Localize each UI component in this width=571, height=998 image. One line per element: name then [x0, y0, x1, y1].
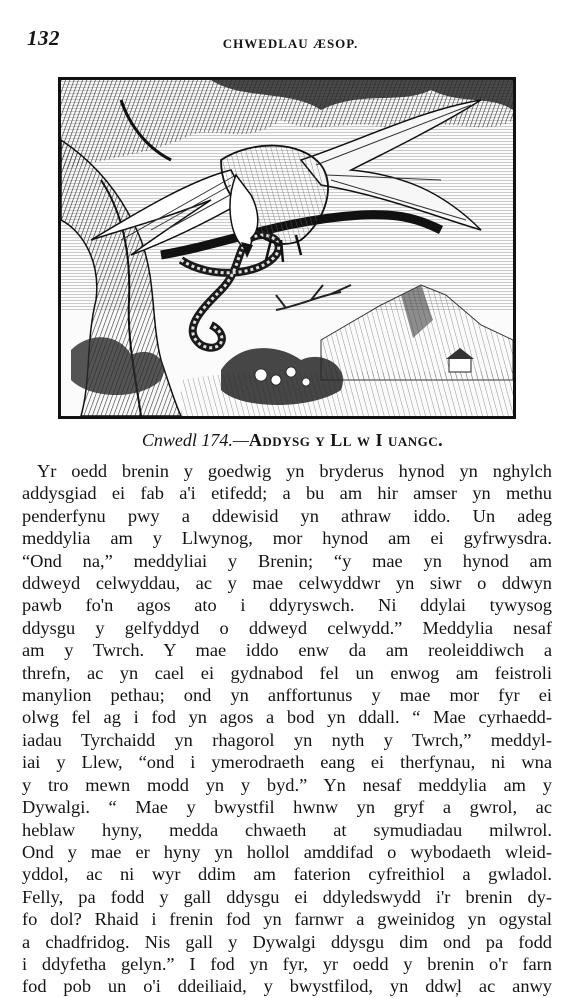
text-line: manylion pethau; ond yn anffortunus y mae mor fyr ei: [22, 685, 552, 706]
text-line: penderfynu pwy a ddewisid yn athraw iddo. Un adeg: [22, 505, 552, 526]
text-line: Yr oedd brenin y goedwig yn bryderus hynod yn nghylch: [37, 461, 552, 481]
fable-body: [22, 460, 552, 998]
page-number: 132: [27, 26, 60, 50]
illustration-caption: [0, 430, 571, 451]
text-line: y tro mewn modd yn y byd.” Yn nesaf meddylia am y: [22, 774, 552, 795]
fable-number: Cnwedl 174.—: [141, 430, 249, 450]
text-line: “Ond na,” meddyliai y Brenin; “y mae yn hynod am: [22, 550, 552, 571]
engraving-eagle-serpent-landscape-icon: [61, 80, 513, 416]
text-line: iadau Tyrchaidd yn rhagorol yn nyth y Twrch,” meddyl-: [22, 729, 552, 750]
text-line: meddylia am y Llwynog, mor hynod am ei gyfrwysdra.: [22, 528, 552, 549]
text-line: am y Twrch. Y mae iddo enw da am reoleiddiwch a: [22, 640, 552, 661]
text-line: ddweyd celwyddau, ac y mae celwyddwr yn siwr o ddwyn: [22, 573, 552, 594]
text-line: heblaw hyny, medda chwaeth at symudiadau milwrol.: [22, 819, 552, 840]
illustration-engraving: [58, 77, 516, 419]
text-line: addysgiad ei fab a'i etifedd; a bu am hir amser yn methu: [22, 483, 552, 504]
text-line: i ddyfetha gelyn.” I fod yn fyr, yr oedd y brenin o'r farn: [22, 953, 552, 974]
text-line: Dywalgi. “ Mae y bwystfil hwnw yn gryf a gwrol, ac: [22, 797, 552, 818]
text-line: Ond y mae er hyny yn hollol amddifad o wybodaeth wleid-: [22, 841, 552, 862]
text-line: fo dol? Rhaid i frenin fod yn farnwr a gweinidog yn ogystal: [22, 909, 552, 930]
text-line: ddysgu y gelfyddyd o ddweyd celwydd.” Meddylia nesaf: [22, 617, 552, 638]
text-line: fod pob un o'i ddeiliaid, y bwystfilod, yn ddw̦l ac anwy: [22, 976, 552, 997]
text-line: Felly, pa fodd y gall ddysgu ei ddyledswydd i'r brenin dy-: [22, 886, 552, 907]
running-title: CHWEDLAU ÆSOP.: [222, 36, 359, 51]
text-line: threfn, ac yn cael ei gydnabod fel un enwog am feistroli: [22, 662, 552, 683]
text-line: pawb fo'n agos ato i ddyryswch. Ni ddylai tywysog: [22, 595, 552, 616]
text-line: yddol, ac ni wyr ddim am faterion cyfreithiol a gwladol.: [22, 864, 552, 885]
fable-title: Addysg y Ll w I uangc.: [248, 430, 444, 450]
text-line: olwg fel ag i fod yn agos a bod yn ddall. “ Mae cyrhaedd-: [22, 707, 552, 728]
text-line: iai y Llew, “ond i ymerodraeth eang ei therfynau, ni wna: [22, 752, 552, 773]
text-line: a chadfridog. Nis gall y Dywalgi ddysgu dim ond pa fodd: [22, 931, 552, 952]
